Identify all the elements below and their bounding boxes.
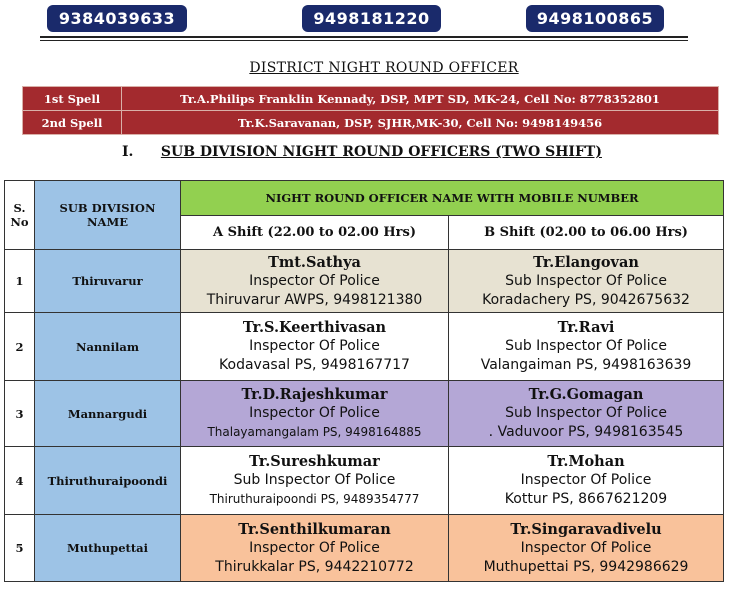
officer-group-header: NIGHT ROUND OFFICER NAME WITH MOBILE NUMBER [181,181,724,216]
officer-rank: Sub Inspector Of Police [505,338,667,354]
sno-header: S. No [5,181,35,250]
table-body [5,250,724,582]
officer-cell-b [449,381,724,447]
officer-rank: Inspector Of Police [520,539,652,556]
helpline-1: 9384039633 [47,5,187,32]
officer-cell-a [181,313,449,381]
table-row [5,515,724,582]
night-round-table [4,180,724,582]
officer-rank: Inspector Of Police [520,472,652,488]
officer-station: Thirukkalar PS, 9442210772 [215,558,414,575]
officer-name: Tr.S.Keerthivasan [242,319,387,336]
section-title: SUB DIVISION NIGHT ROUND OFFICERS (TWO SHIFT) [160,144,602,160]
officer-station: Thiruvarur AWPS, 9498121380 [206,291,423,308]
officer-name: Tr.Ravi [557,319,615,336]
officer-name: Tr.Mohan [547,453,625,470]
officer-rank: Inspector Of Police [249,338,380,354]
officer-name: Tr.Senthilkumaran [238,520,391,538]
spell-officer: Tr.A.Philips Franklin Kennady, DSP, MPT SD, MK-24, Cell No: 8778352801 [122,87,719,111]
spell-row [23,111,719,135]
officer-station: Valangaiman PS, 9498163639 [480,357,692,373]
header-rule-thick [40,36,688,38]
officer-name: Tr.Elangovan [533,253,639,271]
row-sno: 4 [5,447,35,515]
officer-cell-a [181,381,449,447]
officer-cell-b [449,313,724,381]
officer-rank: Sub Inspector Of Police [233,472,396,488]
row-sno: 5 [5,515,35,582]
section-heading [122,144,602,160]
officer-name: Tr.Singaravadivelu [510,520,662,538]
officer-station: Muthupettai PS, 9942986629 [483,558,689,575]
officer-cell-b [449,515,724,582]
officer-cell-b [449,447,724,515]
officer-station: Kodavasal PS, 9498167717 [219,357,410,373]
officer-name: Tmt.Sathya [268,253,361,271]
officer-name: Tr.Sureshkumar [249,453,380,470]
officer-station: Thalayamangalam PS, 9498164885 [207,425,422,439]
officer-cell-a [181,250,449,313]
officer-station: . Vaduvoor PS, 9498163545 [488,424,684,440]
officer-name: Tr.G.Gomagan [528,386,644,403]
header-row-1 [5,181,724,216]
shift-b-header: B Shift (02.00 to 06.00 Hrs) [449,216,724,250]
row-sub-division: Mannargudi [35,381,181,447]
shift-a-header: A Shift (22.00 to 02.00 Hrs) [181,216,449,250]
row-sno: 3 [5,381,35,447]
spell-officer: Tr.K.Saravanan, DSP, SJHR,MK-30, Cell No: 9498149456 [122,111,719,135]
table-row [5,381,724,447]
spell-label: 2nd Spell [23,111,122,135]
officer-station: Koradachery PS, 9042675632 [482,291,690,308]
table-row [5,447,724,515]
officer-rank: Inspector Of Police [249,539,380,556]
row-sno: 2 [5,313,35,381]
section-number: I. [122,144,134,160]
officer-name: Tr.D.Rajeshkumar [241,386,388,403]
officer-station: Thiruthuraipoondi PS, 9489354777 [209,492,420,506]
officer-rank: Sub Inspector Of Police [505,272,667,289]
table-row [5,313,724,381]
officer-station: Kottur PS, 8667621209 [504,491,668,507]
officer-cell-b [449,250,724,313]
row-sno: 1 [5,250,35,313]
spell-row [23,87,719,111]
row-sub-division: Thiruvarur [35,250,181,313]
officer-cell-a [181,515,449,582]
district-spell-table [22,86,719,135]
row-sub-division: Thiruthuraipoondi [35,447,181,515]
helpline-2: 9498181220 [302,5,441,32]
sub-division-header: SUB DIVISION NAME [35,181,181,250]
district-title: DISTRICT NIGHT ROUND OFFICER [249,60,519,76]
officer-rank: Inspector Of Police [249,405,380,421]
officer-rank: Sub Inspector Of Police [505,405,667,421]
officer-rank: Inspector Of Police [249,272,380,289]
officer-cell-a [181,447,449,515]
spell-label: 1st Spell [23,87,122,111]
table-row [5,250,724,313]
header-rule-thin [40,40,688,41]
helpline-3: 9498100865 [526,5,664,32]
row-sub-division: Nannilam [35,313,181,381]
row-sub-division: Muthupettai [35,515,181,582]
